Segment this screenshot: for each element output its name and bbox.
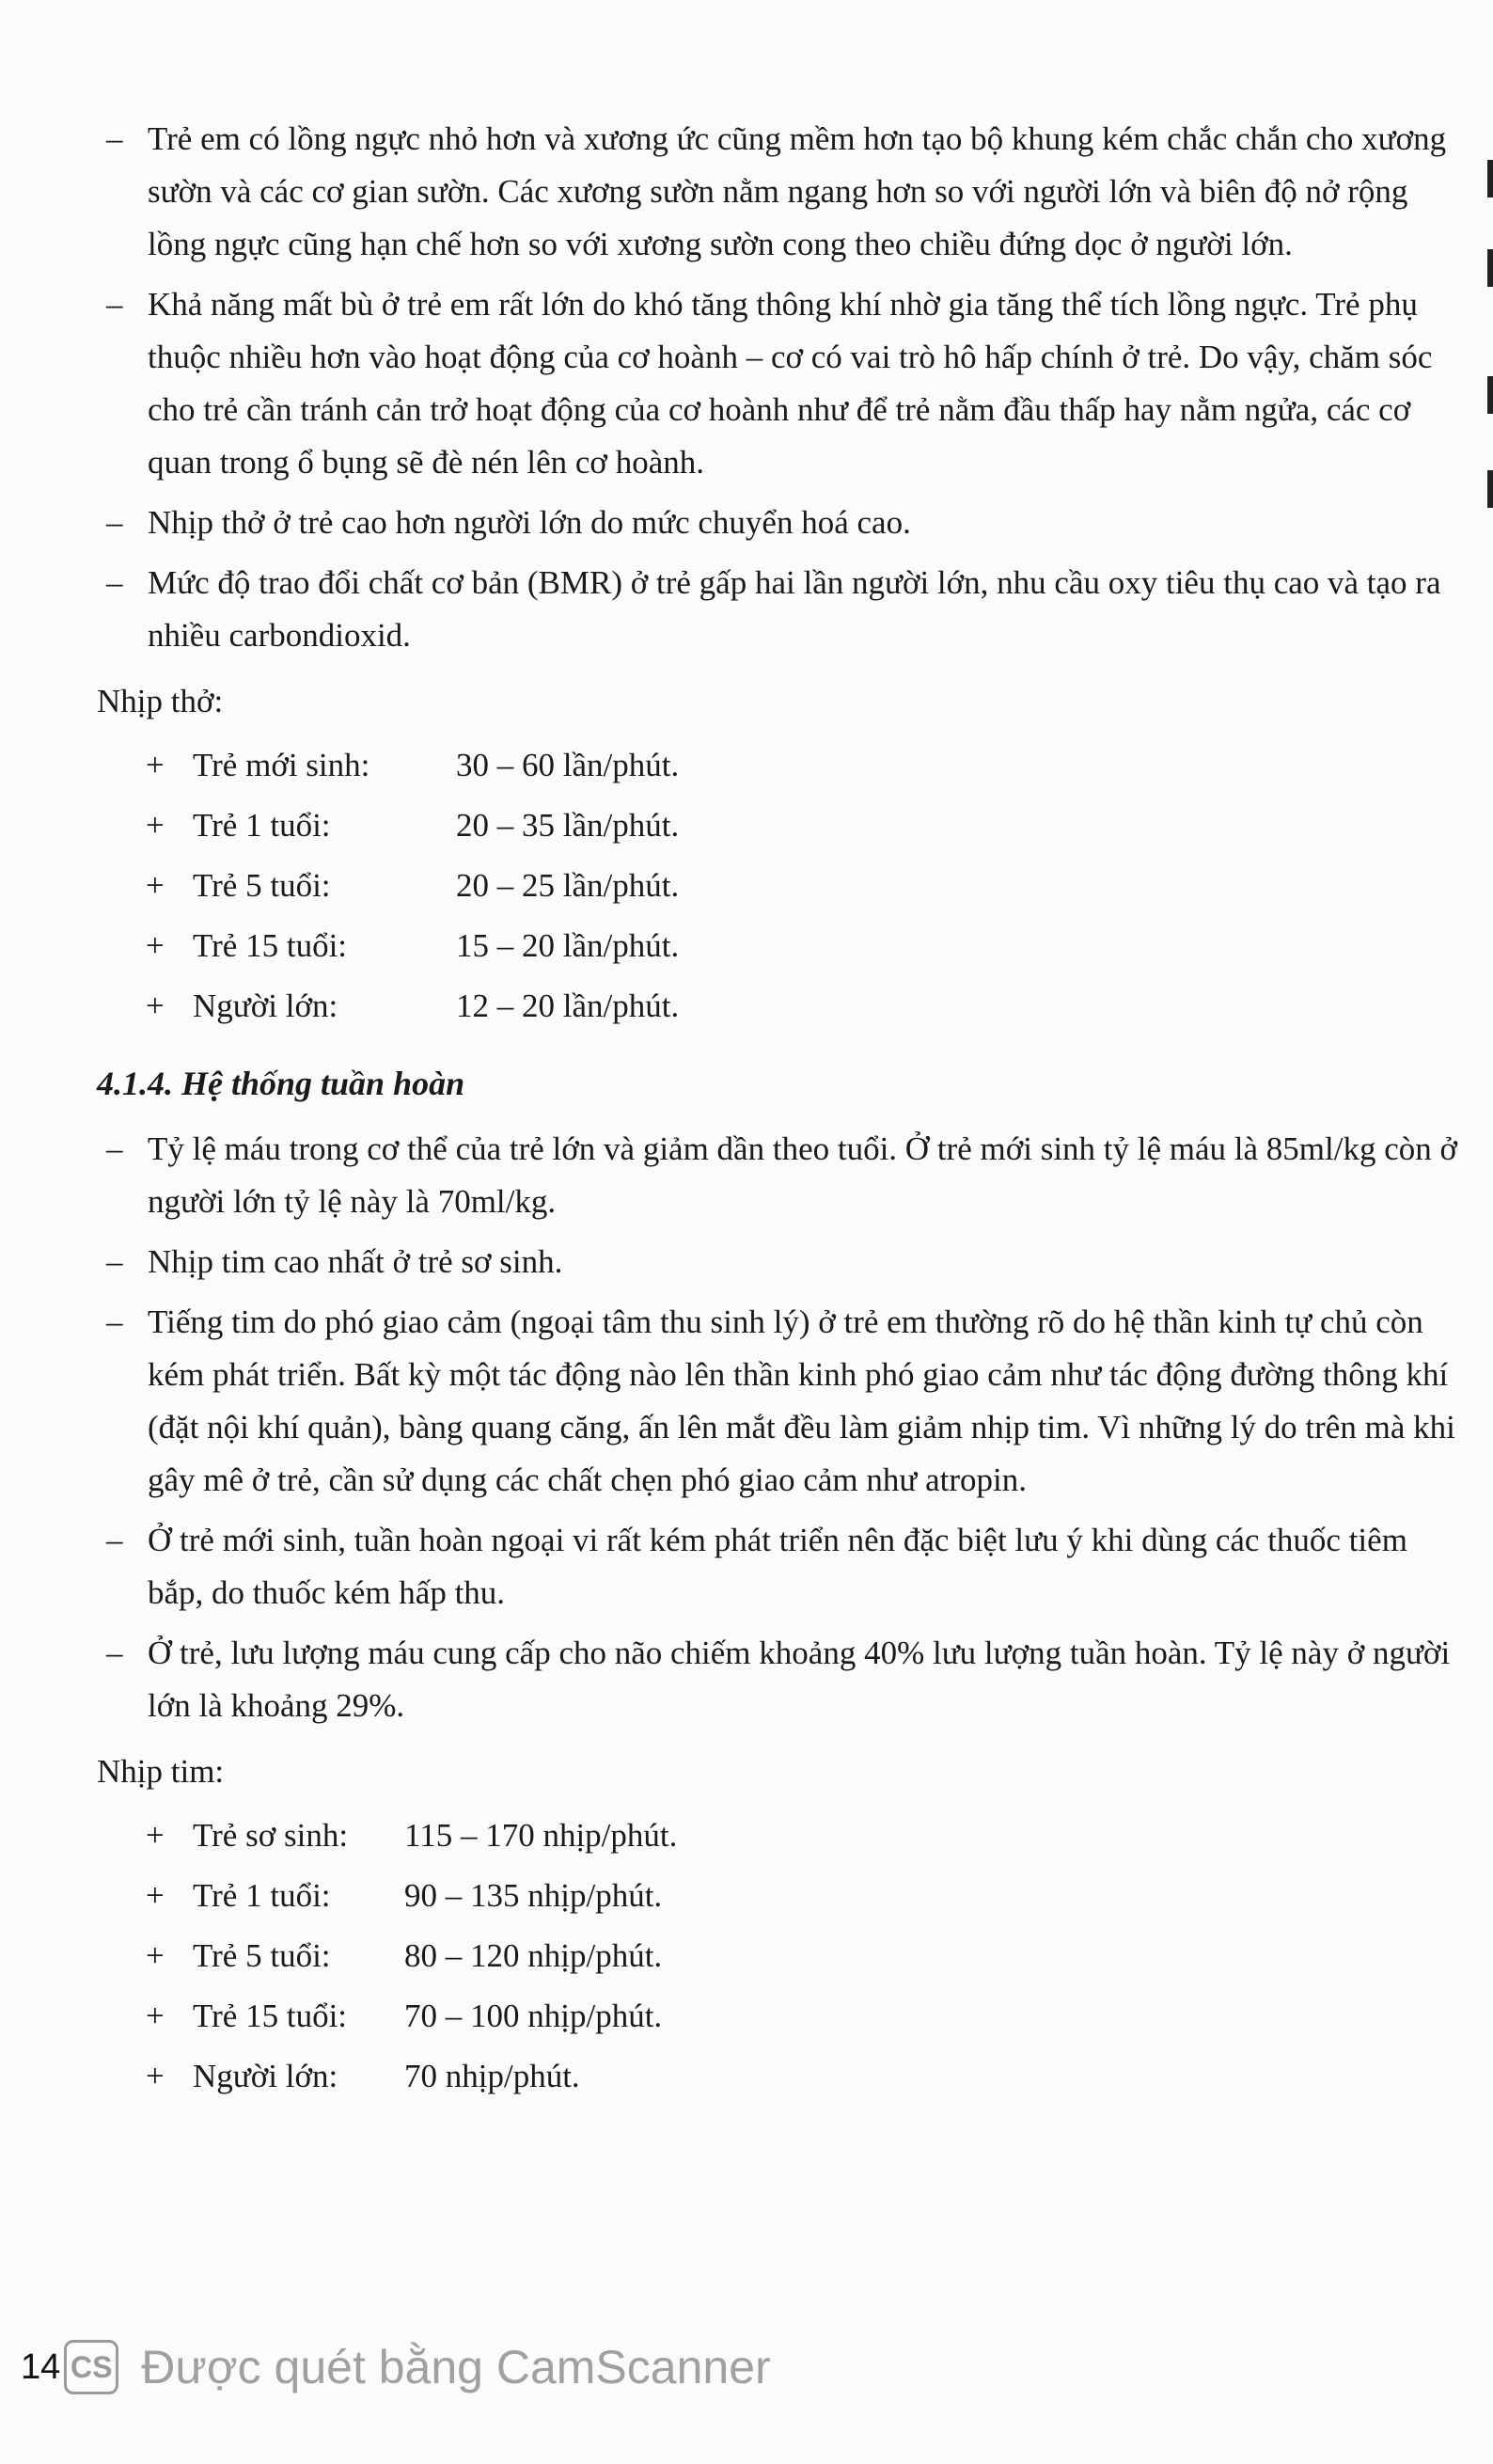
bullet-dash: – — [106, 286, 123, 323]
bullet-dash: – — [106, 1522, 123, 1558]
bullet-dash: – — [106, 1635, 123, 1671]
respiratory-rate-label: Nhịp thở: — [97, 683, 224, 719]
page-edge-mark — [1487, 376, 1493, 414]
page-edge-mark — [1487, 160, 1493, 197]
bullet-item — [89, 278, 1462, 489]
rate-row — [89, 1866, 1462, 1926]
rate-row — [89, 916, 1462, 976]
bullet-item — [89, 1296, 1462, 1507]
bullet-item — [89, 557, 1462, 662]
plus-marker: + — [146, 1877, 165, 1914]
bullet-text: Nhịp tim cao nhất ở trẻ sơ sinh. — [148, 1243, 563, 1280]
bullet-item — [89, 1627, 1462, 1732]
bullet-text: Tỷ lệ máu trong cơ thể của trẻ lớn và giảm dần theo tuổi. Ở trẻ mới sinh tỷ lệ máu là 85ml/kg còn ở người lớn tỷ lệ này là 70ml/kg. — [148, 1130, 1458, 1220]
bullet-text: Khả năng mất bù ở trẻ em rất lớn do khó tăng thông khí nhờ gia tăng thể tích lồng ngực. Trẻ phụ thuộc nhiều hơn vào hoạt động của cơ hoành – cơ có vai trò hô hấp chính ở trẻ. Do vậy, chăm sóc cho trẻ cần tránh cản trở hoạt động của cơ hoành như để trẻ nằm đầu thấp hay nằm ngửa, các cơ quan trong ổ bụng sẽ đè nén lên cơ hoành. — [148, 286, 1433, 481]
bullet-text: Trẻ em có lồng ngực nhỏ hơn và xương ức cũng mềm hơn tạo bộ khung kém chắc chắn cho xương sườn và các cơ gian sườn. Các xương sườn nằm ngang hơn so với người lớn và biên độ nở rộng lồng ngực cũng hạn chế hơn so với xương sườn cong theo chiều đứng dọc ở người lớn. — [148, 120, 1447, 262]
plus-marker: + — [146, 927, 165, 964]
rate-row — [89, 856, 1462, 916]
rate-group: Trẻ 1 tuổi: — [193, 1877, 331, 1914]
rate-group: Người lớn: — [193, 2058, 338, 2094]
page-footer — [21, 2340, 771, 2394]
plus-marker: + — [146, 807, 165, 844]
rate-row — [89, 1926, 1462, 1986]
bullet-text: Tiếng tim do phó giao cảm (ngoại tâm thu sinh lý) ở trẻ em thường rõ do hệ thần kinh tự chủ còn kém phát triển. Bất kỳ một tác động nào lên thần kinh phó giao cảm như tác động đường thông khí (đặt nội khí quản), bàng quang căng, ấn lên mắt đều làm giảm nhịp tim. Vì những lý do trên mà khi gây mê ở trẻ, cần sử dụng các chất chẹn phó giao cảm như atropin. — [148, 1303, 1455, 1498]
page-edge-mark — [1487, 249, 1493, 287]
rate-value: 90 – 135 nhịp/phút. — [404, 1877, 663, 1914]
section-heading: 4.1.4. Hệ thống tuần hoàn — [97, 1065, 465, 1102]
bullet-item — [89, 113, 1462, 271]
plus-marker: + — [146, 987, 165, 1024]
rate-row — [89, 976, 1462, 1036]
rate-value: 70 nhịp/phút. — [404, 2058, 580, 2094]
plus-marker: + — [146, 2058, 165, 2094]
plus-marker: + — [146, 867, 165, 904]
bullet-dash: – — [106, 1243, 123, 1280]
plus-marker: + — [146, 1817, 165, 1854]
bullet-dash: – — [106, 564, 123, 601]
bullet-dash: – — [106, 1303, 123, 1340]
page-number: 14 — [21, 2346, 61, 2387]
rate-group: Trẻ 1 tuổi: — [193, 807, 331, 844]
bullet-item — [89, 497, 1462, 549]
rate-value: 115 – 170 nhịp/phút. — [404, 1817, 678, 1854]
bullet-text: Nhịp thở ở trẻ cao hơn người lớn do mức chuyển hoá cao. — [148, 504, 911, 541]
rate-group: Trẻ mới sinh: — [193, 747, 370, 783]
rate-group: Trẻ 5 tuổi: — [193, 1937, 331, 1974]
heart-rate-list — [89, 1806, 1462, 2107]
bullet-text: Mức độ trao đổi chất cơ bản (BMR) ở trẻ gấp hai lần người lớn, nhu cầu oxy tiêu thụ cao và tạo ra nhiều carbondioxid. — [148, 564, 1441, 654]
plus-marker: + — [146, 1937, 165, 1974]
bullet-dash: – — [106, 120, 123, 157]
rate-value: 20 – 35 lần/phút. — [456, 807, 680, 844]
rate-value: 15 – 20 lần/phút. — [456, 927, 680, 964]
rate-value: 20 – 25 lần/phút. — [456, 867, 680, 904]
rate-group: Trẻ sơ sinh: — [193, 1817, 349, 1854]
camscanner-logo-icon: CS — [64, 2340, 118, 2394]
rate-row — [89, 2046, 1462, 2107]
rate-row — [89, 796, 1462, 856]
document-page — [89, 113, 1462, 2107]
bullet-item — [89, 1123, 1462, 1228]
bullet-dash: – — [106, 504, 123, 541]
rate-group: Trẻ 15 tuổi: — [193, 1998, 348, 2034]
page-edge-mark — [1487, 470, 1493, 508]
rate-value: 30 – 60 lần/phút. — [456, 747, 680, 783]
rate-value: 70 – 100 nhịp/phút. — [404, 1998, 663, 2034]
rate-group: Trẻ 15 tuổi: — [193, 927, 348, 964]
rate-row — [89, 1806, 1462, 1866]
rate-value: 12 – 20 lần/phút. — [456, 987, 680, 1024]
heart-rate-label: Nhịp tim: — [97, 1753, 225, 1790]
bullet-dash: – — [106, 1130, 123, 1167]
bullet-item — [89, 1236, 1462, 1288]
rate-row — [89, 735, 1462, 796]
bullet-item — [89, 1514, 1462, 1619]
rate-value: 80 – 120 nhịp/phút. — [404, 1937, 663, 1974]
rate-row — [89, 1986, 1462, 2046]
bullet-text: Ở trẻ, lưu lượng máu cung cấp cho não chiếm khoảng 40% lưu lượng tuần hoàn. Tỷ lệ này ở người lớn là khoảng 29%. — [148, 1635, 1451, 1724]
rate-group: Trẻ 5 tuổi: — [193, 867, 331, 904]
scanner-watermark: Được quét bằng CamScanner — [141, 2341, 771, 2393]
bullet-text: Ở trẻ mới sinh, tuần hoàn ngoại vi rất kém phát triển nên đặc biệt lưu ý khi dùng các thuốc tiêm bắp, do thuốc kém hấp thu. — [148, 1522, 1407, 1611]
respiratory-rate-list — [89, 735, 1462, 1036]
plus-marker: + — [146, 747, 165, 783]
plus-marker: + — [146, 1998, 165, 2034]
rate-group: Người lớn: — [193, 987, 338, 1024]
